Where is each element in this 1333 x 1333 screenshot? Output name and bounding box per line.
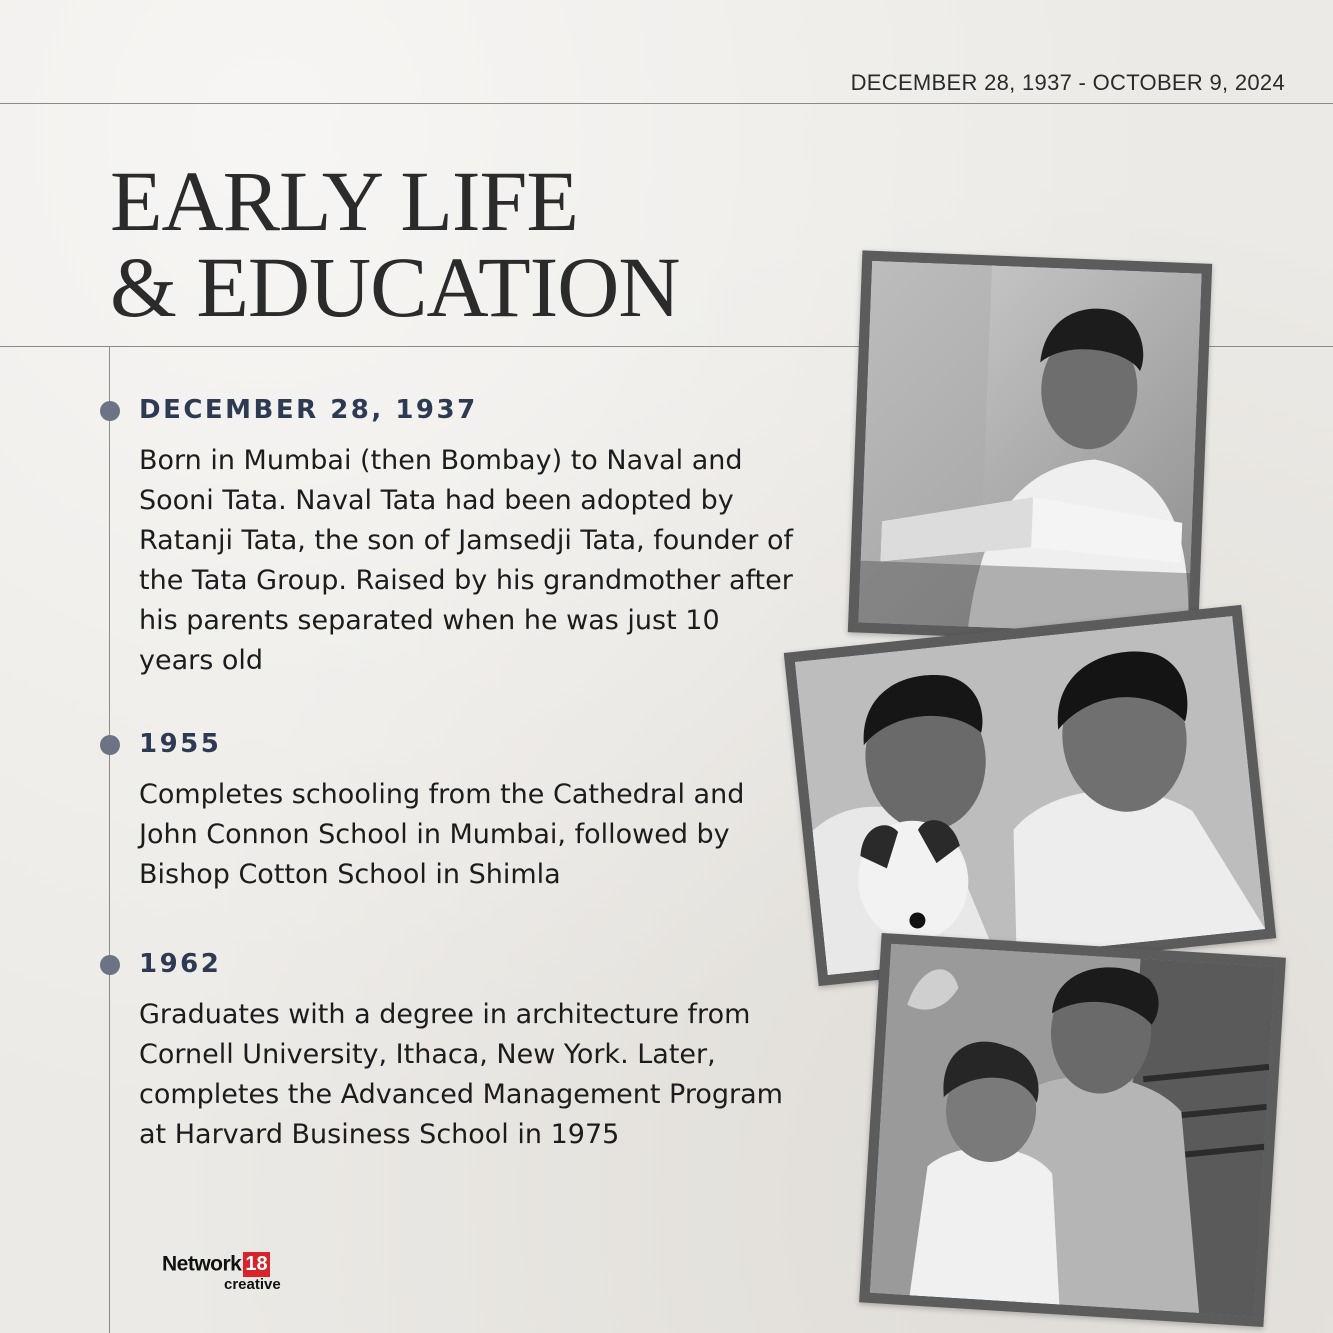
top-rule — [0, 103, 1333, 104]
event-date: 1962 — [139, 949, 222, 979]
timeline-event — [139, 729, 799, 895]
logo-number-badge: 18 — [245, 1253, 268, 1275]
photo-boys-dog-image — [795, 616, 1266, 975]
event-date: 1955 — [139, 729, 222, 759]
event-text: Graduates with a degree in architecture from Cornell University, Ithaca, New York. Later, completes the Advanced Management Program at Harvard Business School in 1975 — [139, 999, 783, 1150]
page-title — [110, 153, 680, 335]
timeline-event — [139, 395, 799, 681]
event-text: Born in Mumbai (then Bombay) to Naval and Sooni Tata. Naval Tata had been adopted by Ratanji Tata, the son of Jamsedji Tata, founder of the Tata Group. Raised by his grandmother after his parents separated when he was just 10 years old — [139, 445, 793, 676]
timeline-dot — [100, 735, 120, 755]
photo-with-child — [859, 933, 1286, 1327]
logo-subtitle: creative — [224, 1276, 281, 1293]
photo-reading-image — [858, 261, 1202, 635]
logo-network-text: Network — [162, 1252, 242, 1276]
timeline-dot — [100, 955, 120, 975]
photo-boys-dog — [784, 605, 1276, 986]
timeline-line — [109, 346, 110, 1333]
title-line-2: & EDUCATION — [110, 239, 680, 335]
timeline-dot — [100, 401, 120, 421]
photo-with-child-image — [870, 944, 1276, 1317]
date-range: DECEMBER 28, 1937 - OCTOBER 9, 2024 — [850, 70, 1285, 95]
title-line-1: EARLY LIFE — [110, 153, 578, 249]
event-date: DECEMBER 28, 1937 — [139, 395, 478, 425]
event-text: Completes schooling from the Cathedral and John Connon School in Mumbai, followed by Bishop Cotton School in Shimla — [139, 779, 745, 890]
network18-logo — [162, 1252, 281, 1293]
timeline-event — [139, 949, 799, 1155]
photo-reading — [848, 250, 1212, 645]
